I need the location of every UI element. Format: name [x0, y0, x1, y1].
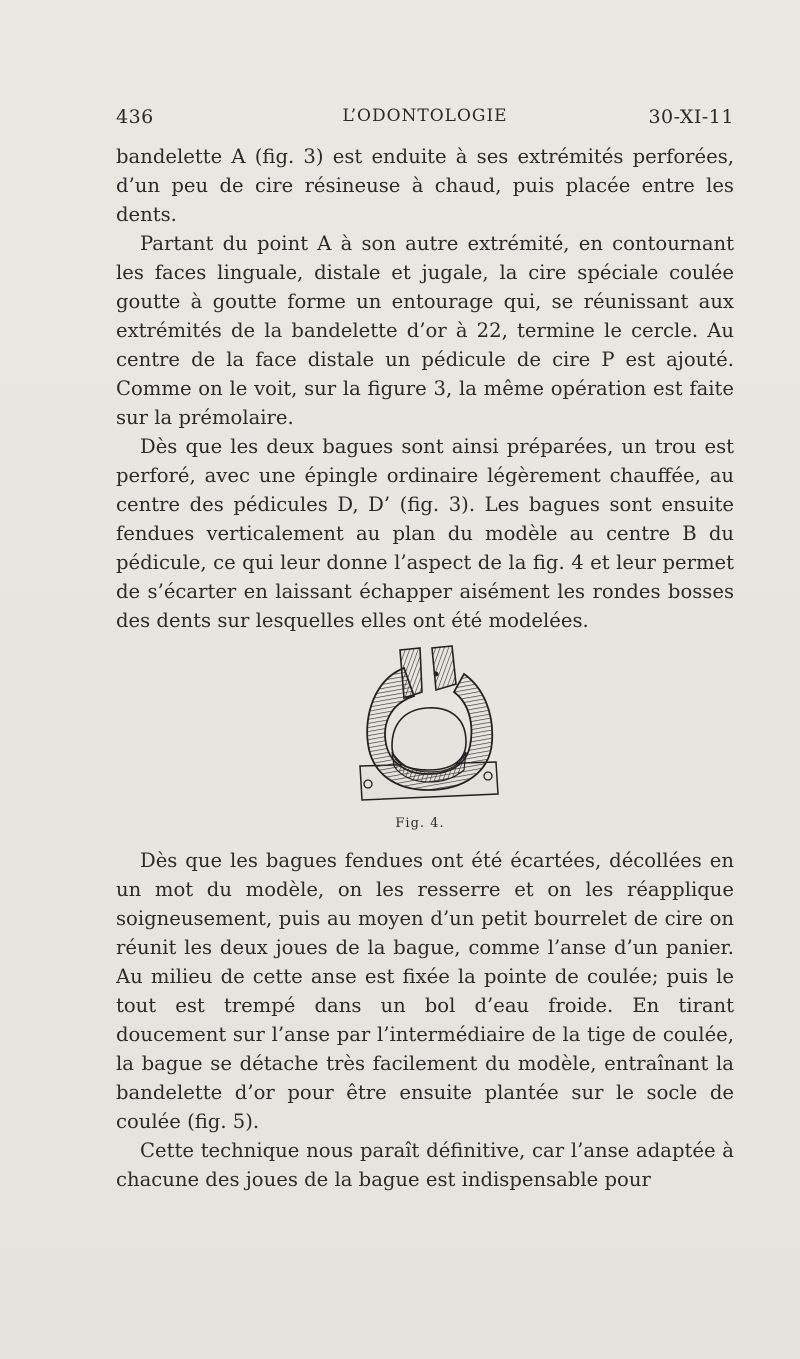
journal-title: L’ODONTOLOGIE: [342, 106, 508, 126]
paragraph: Dès que les deux bagues sont ainsi préparées, un trou est perforé, avec une épingle ordinaire légèrement chauffée, au centre des pédicules D, D’ (fig. 3). Les bagues sont ensuite fendues verticalement au plan du modèle au centre B du pédicule, ce qui leur donne l’aspect de la fig. 4 et leur permet de s’écarter en laissant échapper aisément les rondes bosses des dents sur lesquelles elles ont été modelées.: [116, 435, 734, 632]
paragraph: Partant du point A à son autre extrémité, en contournant les faces linguale, distale et jugale, la cire spéciale coulée goutte à goutte forme un entourage qui, se réunissant aux extrémités de la bandelette d’or à 22, termine le cercle. Au centre de la face distale un pédicule de cire P est ajouté. Comme on le voit, sur la figure 3, la même opération est faite sur la prémolaire.: [116, 232, 734, 429]
figure-4-ring-illustration: [356, 644, 502, 806]
body-text-bottom: [116, 846, 734, 1194]
paragraph: Cette technique nous paraît définitive, car l’anse adaptée à chacune des joues de la bague est indispensable pour: [116, 1139, 734, 1191]
running-header: [116, 106, 734, 132]
paragraph: Dès que les bagues fendues ont été écartées, décollées en un mot du modèle, on les resserre et on les réapplique soigneusement, puis au moyen d’un petit bourrelet de cire on réunit les deux joues de la bague, comme l’anse d’un panier. Au milieu de cette anse est fixée la pointe de coulée; puis le tout est trempé dans un bol d’eau froide. En tirant doucement sur l’anse par l’intermédiaire de la tige de coulée, la bague se détache très facilement du modèle, entraînant la bandelette d’or pour être ensuite plantée sur le socle de coulée (fig. 5).: [116, 849, 734, 1133]
body-text-top: [116, 142, 734, 635]
split-ring-drawing: [356, 644, 502, 806]
page-number: 436: [116, 106, 154, 128]
figure-caption: Fig. 4.: [395, 816, 445, 831]
paragraph: bandelette A (fig. 3) est enduite à ses extrémités perforées, d’un peu de cire résineuse à chaud, puis placée entre les dents.: [116, 145, 734, 226]
issue-date: 30-XI-11: [648, 106, 734, 128]
